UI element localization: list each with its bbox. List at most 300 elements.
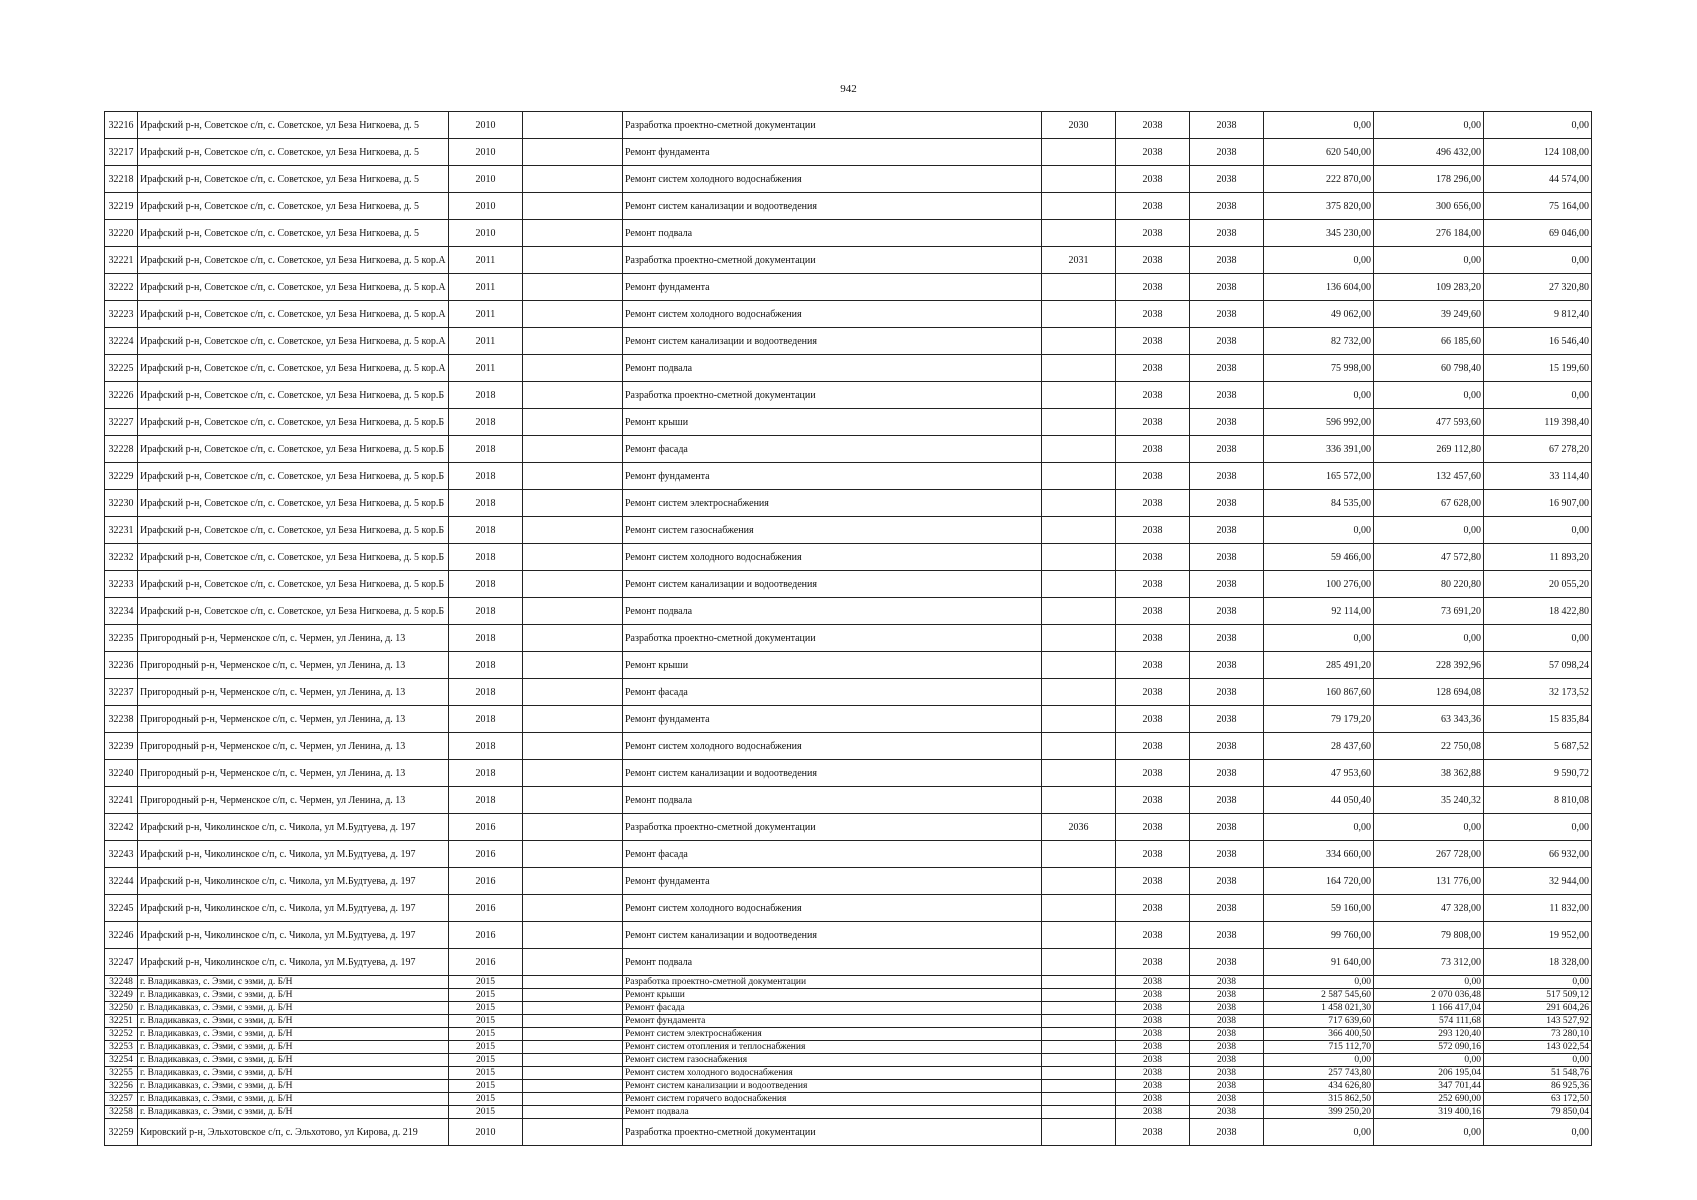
period-end-cell: 2038 [1190,1093,1264,1106]
plan-year-cell [1042,328,1116,355]
work-type-cell: Ремонт подвала [623,355,1042,382]
empty-cell [523,868,623,895]
plan-year-cell [1042,625,1116,652]
plan-year-cell [1042,1054,1116,1067]
address-cell: г. Владикавказ, с. Эзми, с эзми, д. Б/Н [138,1054,449,1067]
row-number-cell: 32255 [105,1067,138,1080]
table-row [105,814,1592,841]
owner-cost-cell: 32 173,52 [1484,679,1592,706]
work-type-cell: Ремонт фундамента [623,463,1042,490]
empty-cell [523,247,623,274]
build-year-cell: 2018 [449,706,523,733]
table-row [105,544,1592,571]
empty-cell [523,1067,623,1080]
period-end-cell: 2038 [1190,1119,1264,1146]
fund-cost-cell: 131 776,00 [1374,868,1484,895]
plan-year-cell: 2036 [1042,814,1116,841]
build-year-cell: 2015 [449,1080,523,1093]
owner-cost-cell: 73 280,10 [1484,1028,1592,1041]
period-start-cell: 2038 [1116,571,1190,598]
period-end-cell: 2038 [1190,679,1264,706]
row-number-cell: 32254 [105,1054,138,1067]
total-cost-cell: 92 114,00 [1264,598,1374,625]
total-cost-cell: 1 458 021,30 [1264,1002,1374,1015]
fund-cost-cell: 267 728,00 [1374,841,1484,868]
row-number-cell: 32244 [105,868,138,895]
empty-cell [523,1119,623,1146]
plan-year-cell [1042,1028,1116,1041]
row-number-cell: 32251 [105,1015,138,1028]
empty-cell [523,679,623,706]
total-cost-cell: 366 400,50 [1264,1028,1374,1041]
total-cost-cell: 336 391,00 [1264,436,1374,463]
row-number-cell: 32257 [105,1093,138,1106]
table-row [105,382,1592,409]
empty-cell [523,490,623,517]
work-type-cell: Разработка проектно-сметной документации [623,112,1042,139]
fund-cost-cell: 73 312,00 [1374,949,1484,976]
period-start-cell: 2038 [1116,760,1190,787]
plan-year-cell [1042,787,1116,814]
build-year-cell: 2016 [449,895,523,922]
build-year-cell: 2018 [449,436,523,463]
total-cost-cell: 222 870,00 [1264,166,1374,193]
period-start-cell: 2038 [1116,787,1190,814]
work-type-cell: Разработка проектно-сметной документации [623,625,1042,652]
table-row [105,895,1592,922]
table-row [105,1028,1592,1041]
total-cost-cell: 334 660,00 [1264,841,1374,868]
build-year-cell: 2011 [449,301,523,328]
build-year-cell: 2011 [449,355,523,382]
period-end-cell: 2038 [1190,274,1264,301]
period-end-cell: 2038 [1190,733,1264,760]
address-cell: Ирафский р-н, Чиколинское с/п, с. Чикола, ул М.Будтуева, д. 197 [138,922,449,949]
work-type-cell: Разработка проектно-сметной документации [623,1119,1042,1146]
work-type-cell: Ремонт систем холодного водоснабжения [623,895,1042,922]
table-row [105,976,1592,989]
total-cost-cell: 59 466,00 [1264,544,1374,571]
work-type-cell: Ремонт систем канализации и водоотведения [623,328,1042,355]
row-number-cell: 32217 [105,139,138,166]
build-year-cell: 2010 [449,193,523,220]
build-year-cell: 2018 [449,571,523,598]
empty-cell [523,814,623,841]
row-number-cell: 32219 [105,193,138,220]
row-number-cell: 32221 [105,247,138,274]
fund-cost-cell: 35 240,32 [1374,787,1484,814]
build-year-cell: 2016 [449,841,523,868]
work-type-cell: Ремонт фасада [623,679,1042,706]
build-year-cell: 2018 [449,760,523,787]
total-cost-cell: 285 491,20 [1264,652,1374,679]
table-row [105,1041,1592,1054]
work-type-cell: Ремонт систем холодного водоснабжения [623,544,1042,571]
empty-cell [523,463,623,490]
table-row [105,841,1592,868]
owner-cost-cell: 9 590,72 [1484,760,1592,787]
owner-cost-cell: 0,00 [1484,112,1592,139]
build-year-cell: 2018 [449,490,523,517]
fund-cost-cell: 572 090,16 [1374,1041,1484,1054]
work-type-cell: Ремонт крыши [623,409,1042,436]
period-end-cell: 2038 [1190,571,1264,598]
period-start-cell: 2038 [1116,1054,1190,1067]
total-cost-cell: 82 732,00 [1264,328,1374,355]
owner-cost-cell: 32 944,00 [1484,868,1592,895]
period-end-cell: 2038 [1190,193,1264,220]
plan-year-cell [1042,166,1116,193]
plan-year-cell [1042,733,1116,760]
work-type-cell: Ремонт систем отопления и теплоснабжения [623,1041,1042,1054]
work-type-cell: Ремонт систем канализации и водоотведения [623,1080,1042,1093]
build-year-cell: 2010 [449,220,523,247]
empty-cell [523,1002,623,1015]
total-cost-cell: 620 540,00 [1264,139,1374,166]
address-cell: Пригородный р-н, Черменское с/п, с. Чермен, ул Ленина, д. 13 [138,625,449,652]
empty-cell [523,922,623,949]
period-end-cell: 2038 [1190,922,1264,949]
owner-cost-cell: 0,00 [1484,1119,1592,1146]
work-type-cell: Ремонт фундамента [623,706,1042,733]
period-end-cell: 2038 [1190,328,1264,355]
address-cell: Ирафский р-н, Чиколинское с/п, с. Чикола, ул М.Будтуева, д. 197 [138,895,449,922]
address-cell: Пригородный р-н, Черменское с/п, с. Чермен, ул Ленина, д. 13 [138,760,449,787]
row-number-cell: 32227 [105,409,138,436]
empty-cell [523,895,623,922]
empty-cell [523,193,623,220]
empty-cell [523,571,623,598]
row-number-cell: 32259 [105,1119,138,1146]
work-type-cell: Ремонт подвала [623,220,1042,247]
build-year-cell: 2016 [449,922,523,949]
owner-cost-cell: 20 055,20 [1484,571,1592,598]
fund-cost-cell: 73 691,20 [1374,598,1484,625]
total-cost-cell: 0,00 [1264,517,1374,544]
owner-cost-cell: 119 398,40 [1484,409,1592,436]
plan-year-cell [1042,382,1116,409]
table-row [105,436,1592,463]
table-row [105,1002,1592,1015]
fund-cost-cell: 67 628,00 [1374,490,1484,517]
build-year-cell: 2015 [449,976,523,989]
address-cell: Ирафский р-н, Чиколинское с/п, с. Чикола, ул М.Будтуева, д. 197 [138,814,449,841]
fund-cost-cell: 300 656,00 [1374,193,1484,220]
fund-cost-cell: 319 400,16 [1374,1106,1484,1119]
period-start-cell: 2038 [1116,436,1190,463]
address-cell: Ирафский р-н, Советское с/п, с. Советское, ул Беза Нигкоева, д. 5 [138,166,449,193]
total-cost-cell: 0,00 [1264,814,1374,841]
period-start-cell: 2038 [1116,1119,1190,1146]
owner-cost-cell: 15 835,84 [1484,706,1592,733]
empty-cell [523,625,623,652]
row-number-cell: 32248 [105,976,138,989]
work-type-cell: Разработка проектно-сметной документации [623,382,1042,409]
fund-cost-cell: 47 572,80 [1374,544,1484,571]
work-type-cell: Ремонт фундамента [623,139,1042,166]
fund-cost-cell: 0,00 [1374,1054,1484,1067]
fund-cost-cell: 293 120,40 [1374,1028,1484,1041]
table-row [105,787,1592,814]
owner-cost-cell: 517 509,12 [1484,989,1592,1002]
total-cost-cell: 160 867,60 [1264,679,1374,706]
fund-cost-cell: 128 694,08 [1374,679,1484,706]
table-row [105,652,1592,679]
address-cell: Ирафский р-н, Советское с/п, с. Советское, ул Беза Нигкоева, д. 5 кор.Б [138,571,449,598]
empty-cell [523,220,623,247]
owner-cost-cell: 0,00 [1484,1054,1592,1067]
row-number-cell: 32252 [105,1028,138,1041]
total-cost-cell: 28 437,60 [1264,733,1374,760]
period-start-cell: 2038 [1116,1106,1190,1119]
work-type-cell: Ремонт систем электроснабжения [623,490,1042,517]
fund-cost-cell: 79 808,00 [1374,922,1484,949]
plan-year-cell [1042,544,1116,571]
table-body [105,112,1592,1146]
work-type-cell: Ремонт фундамента [623,1015,1042,1028]
row-number-cell: 32220 [105,220,138,247]
plan-year-cell [1042,868,1116,895]
fund-cost-cell: 80 220,80 [1374,571,1484,598]
owner-cost-cell: 66 932,00 [1484,841,1592,868]
work-type-cell: Ремонт систем канализации и водоотведения [623,760,1042,787]
period-start-cell: 2038 [1116,1002,1190,1015]
build-year-cell: 2015 [449,1002,523,1015]
table-row [105,1093,1592,1106]
table-row [105,868,1592,895]
address-cell: Ирафский р-н, Советское с/п, с. Советское, ул Беза Нигкоева, д. 5 [138,220,449,247]
build-year-cell: 2015 [449,1093,523,1106]
empty-cell [523,544,623,571]
row-number-cell: 32239 [105,733,138,760]
empty-cell [523,1041,623,1054]
empty-cell [523,706,623,733]
fund-cost-cell: 22 750,08 [1374,733,1484,760]
period-start-cell: 2038 [1116,301,1190,328]
total-cost-cell: 44 050,40 [1264,787,1374,814]
period-start-cell: 2038 [1116,814,1190,841]
owner-cost-cell: 75 164,00 [1484,193,1592,220]
plan-year-cell [1042,652,1116,679]
period-end-cell: 2038 [1190,1080,1264,1093]
build-year-cell: 2015 [449,1015,523,1028]
address-cell: Ирафский р-н, Чиколинское с/п, с. Чикола, ул М.Будтуева, д. 197 [138,841,449,868]
address-cell: г. Владикавказ, с. Эзми, с эзми, д. Б/Н [138,976,449,989]
row-number-cell: 32243 [105,841,138,868]
address-cell: Ирафский р-н, Советское с/п, с. Советское, ул Беза Нигкоева, д. 5 кор.Б [138,598,449,625]
plan-year-cell [1042,976,1116,989]
table-row [105,706,1592,733]
table-row [105,1119,1592,1146]
plan-year-cell [1042,220,1116,247]
period-start-cell: 2038 [1116,193,1190,220]
period-start-cell: 2038 [1116,1080,1190,1093]
empty-cell [523,989,623,1002]
build-year-cell: 2018 [449,517,523,544]
period-end-cell: 2038 [1190,490,1264,517]
work-type-cell: Разработка проектно-сметной документации [623,976,1042,989]
period-start-cell: 2038 [1116,1041,1190,1054]
owner-cost-cell: 124 108,00 [1484,139,1592,166]
empty-cell [523,328,623,355]
row-number-cell: 32253 [105,1041,138,1054]
total-cost-cell: 47 953,60 [1264,760,1374,787]
row-number-cell: 32222 [105,274,138,301]
build-year-cell: 2018 [449,652,523,679]
build-year-cell: 2015 [449,989,523,1002]
period-start-cell: 2038 [1116,409,1190,436]
table-row [105,1015,1592,1028]
total-cost-cell: 79 179,20 [1264,706,1374,733]
total-cost-cell: 434 626,80 [1264,1080,1374,1093]
plan-year-cell [1042,841,1116,868]
address-cell: Ирафский р-н, Чиколинское с/п, с. Чикола, ул М.Будтуева, д. 197 [138,949,449,976]
owner-cost-cell: 44 574,00 [1484,166,1592,193]
period-end-cell: 2038 [1190,949,1264,976]
fund-cost-cell: 347 701,44 [1374,1080,1484,1093]
period-start-cell: 2038 [1116,1067,1190,1080]
period-end-cell: 2038 [1190,760,1264,787]
period-start-cell: 2038 [1116,976,1190,989]
period-end-cell: 2038 [1190,706,1264,733]
table-row [105,922,1592,949]
row-number-cell: 32235 [105,625,138,652]
total-cost-cell: 0,00 [1264,112,1374,139]
period-start-cell: 2038 [1116,989,1190,1002]
owner-cost-cell: 18 422,80 [1484,598,1592,625]
row-number-cell: 32236 [105,652,138,679]
owner-cost-cell: 16 546,40 [1484,328,1592,355]
row-number-cell: 32238 [105,706,138,733]
table-row [105,409,1592,436]
row-number-cell: 32228 [105,436,138,463]
plan-year-cell [1042,1093,1116,1106]
period-start-cell: 2038 [1116,706,1190,733]
build-year-cell: 2011 [449,274,523,301]
address-cell: Ирафский р-н, Советское с/п, с. Советское, ул Беза Нигкоева, д. 5 кор.А [138,328,449,355]
build-year-cell: 2015 [449,1067,523,1080]
plan-year-cell [1042,274,1116,301]
empty-cell [523,760,623,787]
fund-cost-cell: 0,00 [1374,382,1484,409]
fund-cost-cell: 574 111,68 [1374,1015,1484,1028]
period-start-cell: 2038 [1116,247,1190,274]
empty-cell [523,841,623,868]
work-type-cell: Ремонт фасада [623,841,1042,868]
total-cost-cell: 715 112,70 [1264,1041,1374,1054]
table-row [105,355,1592,382]
owner-cost-cell: 143 022,54 [1484,1041,1592,1054]
build-year-cell: 2018 [449,598,523,625]
total-cost-cell: 0,00 [1264,247,1374,274]
build-year-cell: 2016 [449,868,523,895]
owner-cost-cell: 86 925,36 [1484,1080,1592,1093]
owner-cost-cell: 33 114,40 [1484,463,1592,490]
period-end-cell: 2038 [1190,436,1264,463]
table-row [105,1080,1592,1093]
work-type-cell: Ремонт фундамента [623,868,1042,895]
owner-cost-cell: 5 687,52 [1484,733,1592,760]
period-start-cell: 2038 [1116,382,1190,409]
capital-repair-table [104,111,1592,1146]
build-year-cell: 2015 [449,1106,523,1119]
row-number-cell: 32256 [105,1080,138,1093]
owner-cost-cell: 27 320,80 [1484,274,1592,301]
period-start-cell: 2038 [1116,463,1190,490]
work-type-cell: Ремонт систем холодного водоснабжения [623,1067,1042,1080]
fund-cost-cell: 63 343,36 [1374,706,1484,733]
address-cell: Пригородный р-н, Черменское с/п, с. Чермен, ул Ленина, д. 13 [138,787,449,814]
period-end-cell: 2038 [1190,220,1264,247]
total-cost-cell: 717 639,60 [1264,1015,1374,1028]
period-end-cell: 2038 [1190,625,1264,652]
plan-year-cell [1042,193,1116,220]
total-cost-cell: 345 230,00 [1264,220,1374,247]
total-cost-cell: 257 743,80 [1264,1067,1374,1080]
table-row [105,625,1592,652]
plan-year-cell [1042,490,1116,517]
build-year-cell: 2011 [449,328,523,355]
table-row [105,571,1592,598]
total-cost-cell: 59 160,00 [1264,895,1374,922]
work-type-cell: Ремонт подвала [623,949,1042,976]
address-cell: Ирафский р-н, Советское с/п, с. Советское, ул Беза Нигкоева, д. 5 кор.А [138,301,449,328]
work-type-cell: Ремонт фундамента [623,274,1042,301]
period-start-cell: 2038 [1116,220,1190,247]
address-cell: Пригородный р-н, Черменское с/п, с. Чермен, ул Ленина, д. 13 [138,706,449,733]
plan-year-cell [1042,1119,1116,1146]
total-cost-cell: 315 862,50 [1264,1093,1374,1106]
build-year-cell: 2011 [449,247,523,274]
table-row [105,679,1592,706]
table-row [105,220,1592,247]
total-cost-cell: 0,00 [1264,1119,1374,1146]
fund-cost-cell: 178 296,00 [1374,166,1484,193]
period-end-cell: 2038 [1190,139,1264,166]
address-cell: Кировский р-н, Эльхотовское с/п, с. Эльхотово, ул Кирова, д. 219 [138,1119,449,1146]
address-cell: Пригородный р-н, Черменское с/п, с. Чермен, ул Ленина, д. 13 [138,679,449,706]
owner-cost-cell: 0,00 [1484,247,1592,274]
period-start-cell: 2038 [1116,139,1190,166]
period-start-cell: 2038 [1116,544,1190,571]
period-end-cell: 2038 [1190,989,1264,1002]
empty-cell [523,949,623,976]
row-number-cell: 32246 [105,922,138,949]
period-end-cell: 2038 [1190,787,1264,814]
address-cell: г. Владикавказ, с. Эзми, с эзми, д. Б/Н [138,989,449,1002]
empty-cell [523,1080,623,1093]
fund-cost-cell: 39 249,60 [1374,301,1484,328]
work-type-cell: Разработка проектно-сметной документации [623,247,1042,274]
table-row [105,989,1592,1002]
work-type-cell: Ремонт крыши [623,652,1042,679]
owner-cost-cell: 11 893,20 [1484,544,1592,571]
work-type-cell: Ремонт систем канализации и водоотведения [623,571,1042,598]
work-type-cell: Ремонт систем горячего водоснабжения [623,1093,1042,1106]
plan-year-cell [1042,436,1116,463]
owner-cost-cell: 19 952,00 [1484,922,1592,949]
row-number-cell: 32225 [105,355,138,382]
period-end-cell: 2038 [1190,1054,1264,1067]
total-cost-cell: 399 250,20 [1264,1106,1374,1119]
plan-year-cell [1042,1067,1116,1080]
work-type-cell: Ремонт систем канализации и водоотведения [623,193,1042,220]
table-row [105,490,1592,517]
fund-cost-cell: 2 070 036,48 [1374,989,1484,1002]
work-type-cell: Ремонт систем холодного водоснабжения [623,166,1042,193]
fund-cost-cell: 477 593,60 [1374,409,1484,436]
work-type-cell: Ремонт подвала [623,787,1042,814]
